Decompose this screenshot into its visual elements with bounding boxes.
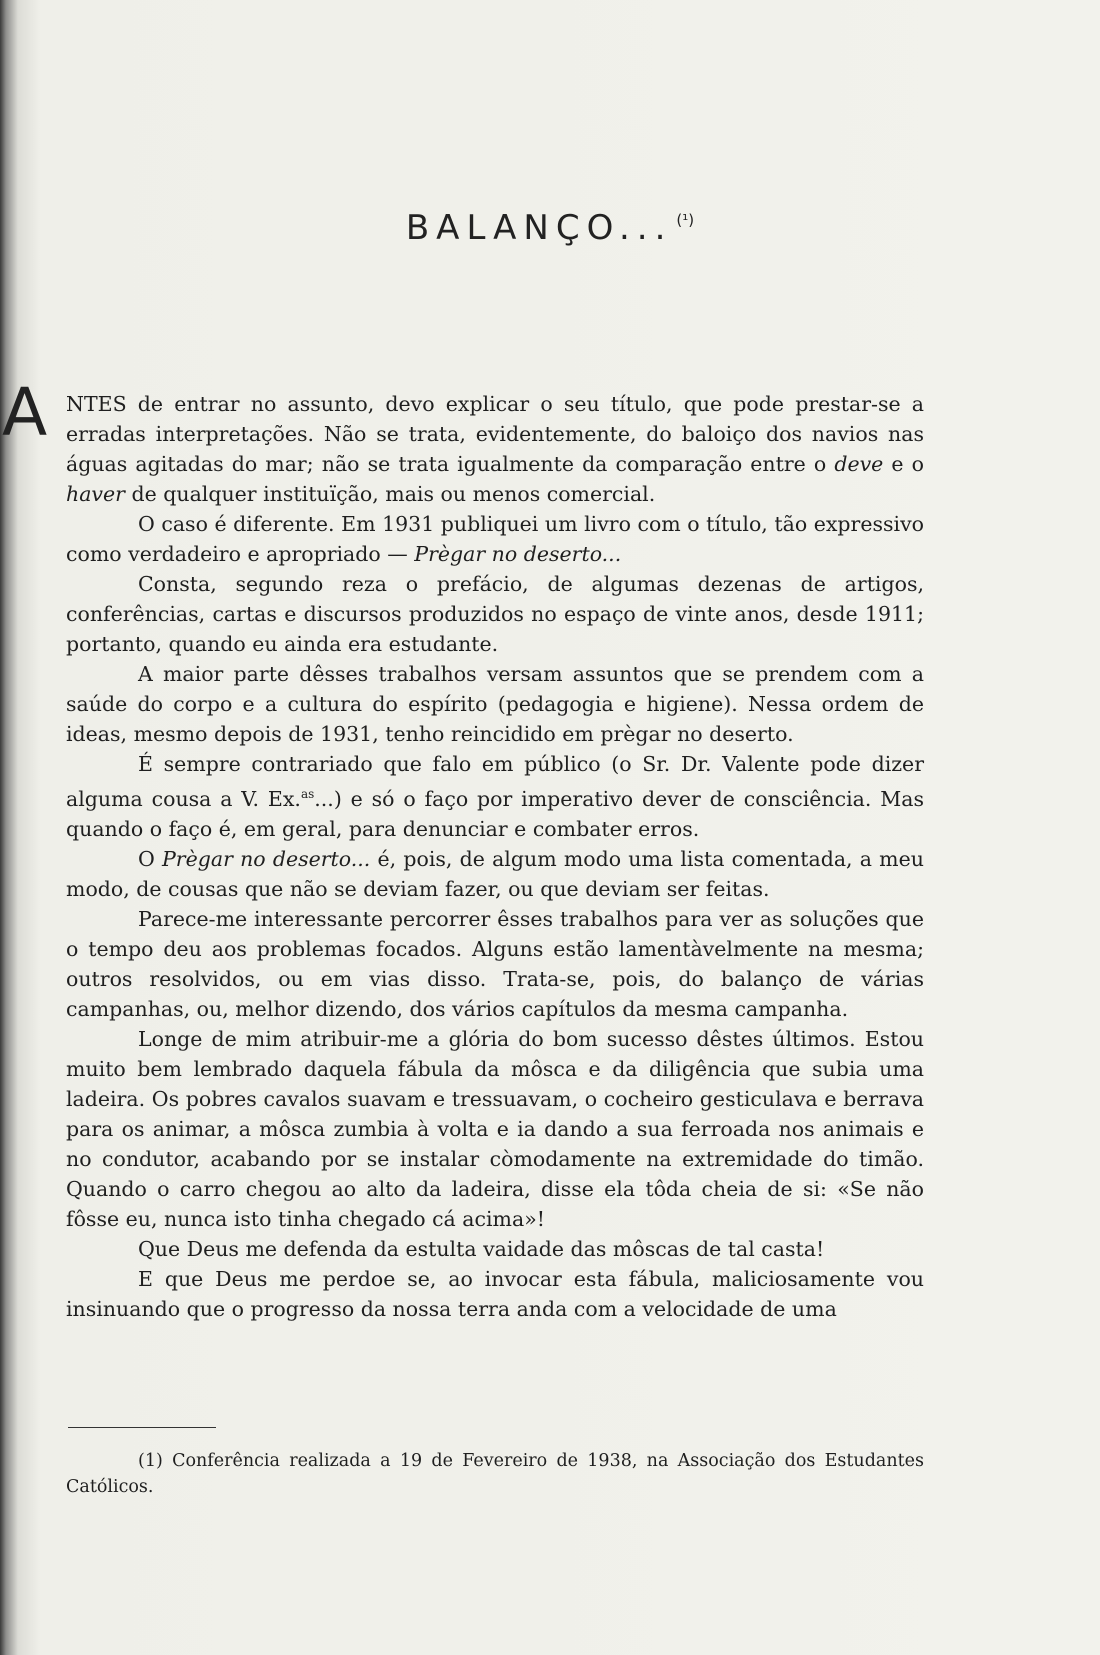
- paragraph-9: Que Deus me defenda da estulta vaidade das môscas de tal casta!: [138, 1236, 825, 1261]
- drop-cap: A: [2, 374, 48, 451]
- paragraph-2: [66, 509, 924, 569]
- paragraph-8: Longe de mim atribuir-me a glória do bom sucesso dêstes últimos. Estou muito bem lembrado daquela fábula da môsca e da diligência que subia uma ladeira. Os pobres cavalos suavam e tressuavam, o cocheiro gesticulava e berrava para os animar, a môsca zumbia à volta e ia dando a sua ferroada nos animais e no condutor, acabando por se instalar còmodamente na extremidade do timão. Quando o carro chegou ao alto da ladeira, disse ela tôda cheia de si: «Se não fôsse eu, nunca isto tinha chegado cá acima»!: [66, 1026, 924, 1231]
- paragraph-6-text-a: O: [138, 846, 155, 871]
- footnote-line: [66, 1448, 924, 1500]
- paragraph-2-text: O caso é diferente. Em 1931 publiquei um livro com o título, tão expressivo como verdadeiro e apropriado —: [66, 512, 924, 566]
- paragraph-5: [66, 749, 924, 844]
- title-text: BALANÇO...: [405, 208, 673, 248]
- italic-book-title: Prègar no deserto...: [414, 542, 622, 566]
- footnote-divider: [68, 1427, 216, 1428]
- footnote-marker: (1): [138, 1451, 163, 1471]
- title-footnote-marker: (¹): [676, 211, 695, 229]
- paragraph-3: Consta, segundo reza o prefácio, de algumas dezenas de artigos, conferências, cartas e discursos produzidos no espaço de vinte anos, desde 1911; portanto, quando eu ainda era estudante.: [66, 572, 924, 656]
- italic-haver: haver: [66, 482, 125, 506]
- paragraph-5-text-b: ...) e só o faço por imperativo dever de consciência. Mas quando o faço é, em geral, para denunciar e combater erros.: [66, 786, 924, 841]
- paragraph-1-text-a: NTES de entrar no assunto, devo explicar o seu título, que pode prestar-se a erradas interpretações. Não se trata, evidentemente, do baloiço dos navios nas águas agitadas do mar; não se trata igualmente da comparação entre o: [66, 392, 924, 476]
- paragraph-7: Parece-me interessante percorrer êsses trabalhos para ver as soluções que o tempo deu aos problemas focados. Alguns estão lamentàvelmente na mesma; outros resolvidos, ou em vias disso. Trata-se, pois, do balanço de várias campanhas, ou, melhor dizendo, dos vários capítulos da mesma campanha.: [66, 906, 924, 1021]
- paragraph-4: A maior parte dêsses trabalhos versam assuntos que se prendem com a saúde do corpo e a cultura do espírito (pedagogia e higiene). Nessa ordem de ideas, mesmo depois de 1931, tenho reincidido em prègar no deserto.: [66, 662, 924, 746]
- paragraph-1: [66, 389, 924, 509]
- superscript-as: as: [300, 787, 315, 801]
- page-title: [0, 208, 1100, 248]
- paragraph-1-text-b: e o: [891, 452, 924, 476]
- paragraph-6-text-b: é, pois, de algum modo uma lista comentada, a meu modo, de cousas que não se deviam fazer, ou que deviam ser feitas.: [66, 846, 924, 901]
- paragraph-5-text-a: É sempre contrariado que falo em público (o Sr. Dr. Valente pode dizer alguma cousa a V. Ex.: [66, 752, 924, 811]
- article-body: [66, 389, 924, 1324]
- paragraph-6: [66, 844, 924, 904]
- footnote-text: Conferência realizada a 19 de Fevereiro de 1938, na Associação dos Estudantes Católicos.: [66, 1451, 924, 1497]
- italic-book-title-2: Prègar no deserto...: [162, 846, 371, 871]
- paragraph-1-text-c: de qualquer instituïção, mais ou menos comercial.: [131, 482, 656, 506]
- italic-deve: deve: [834, 452, 884, 476]
- paragraph-10: E que Deus me perdoe se, ao invocar esta fábula, maliciosamente vou insinuando que o progresso da nossa terra anda com a velocidade de uma: [66, 1266, 924, 1321]
- footnote: [66, 1448, 924, 1500]
